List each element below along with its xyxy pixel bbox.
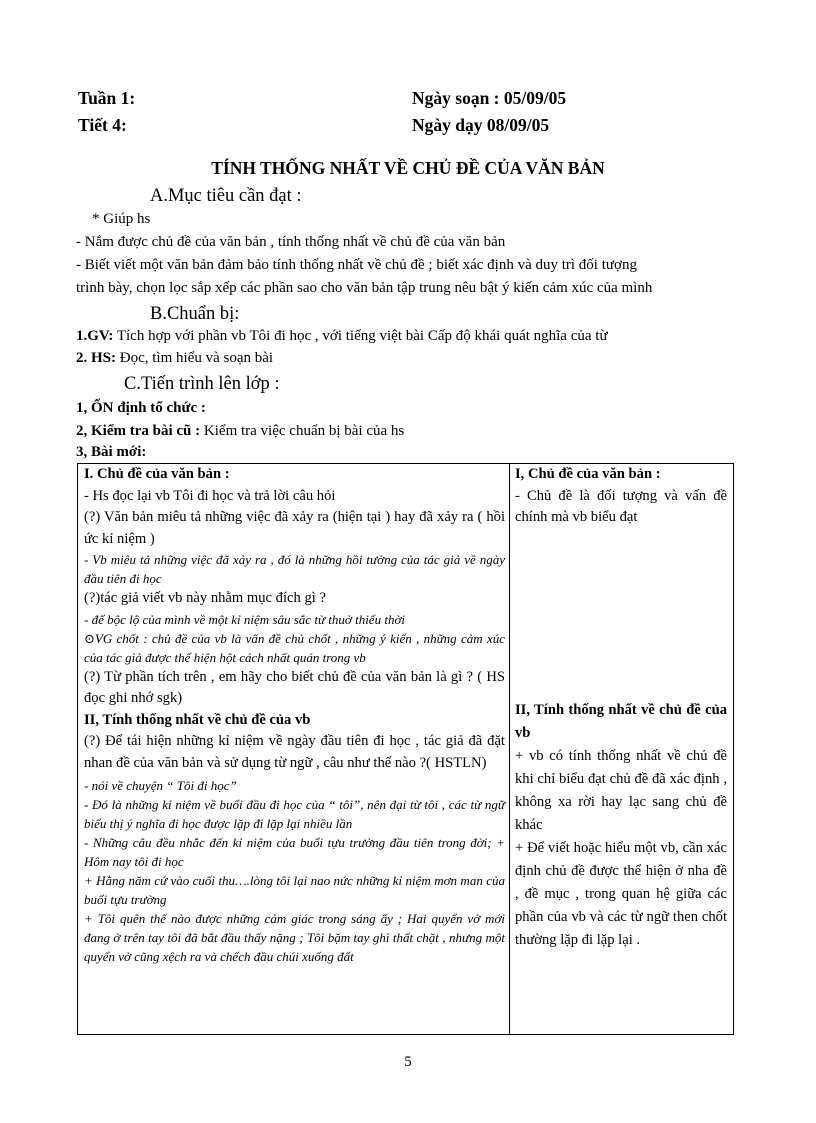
document-title: TÍNH THỐNG NHẤT VỀ CHỦ ĐỀ CỦA VĂN BẢN xyxy=(211,158,605,178)
left-italic-note: - để bộc lộ của mình về một kỉ niệm sâu sắc từ thuở thiếu thời xyxy=(84,611,405,627)
objective-line: - Biết viết một văn bản đảm bảo tính thống nhất về chủ đề ; biết xác định và duy trì đối tượng xyxy=(76,257,637,273)
right-heading-2: II, Tính thống nhất về chủ đề của vb xyxy=(515,701,727,741)
page-number: 5 xyxy=(404,1054,412,1070)
teach-date: Ngày dạy 08/09/05 xyxy=(412,115,550,135)
hs-text: Đọc, tìm hiểu và soạn bài xyxy=(116,350,274,366)
lesson-table xyxy=(77,463,734,1035)
right-line: + vb có tính thống nhất về chủ đề khi chỉ biểu đạt chủ đề đã xác định , không xa rời hay lạc sang chủ đề khác xyxy=(515,747,727,833)
left-italic-note: - Vb miêu tả những việc đã xảy ra , đó là những hồi tưởng của tác giả về ngày đầu tiên đi học xyxy=(84,552,505,586)
gv-text: Tích hợp với phần vb Tôi đi học , với tiếng việt bài Cấp độ khái quát nghĩa của từ xyxy=(113,328,608,344)
section-b-heading: B.Chuẩn bị: xyxy=(150,304,240,324)
right-heading-1: I, Chủ đề của văn bản : xyxy=(515,466,661,482)
left-italic-note: + Hằng năm cứ vào cuối thu….lòng tôi lại nao nức những kỉ niệm mơn man của buổi tựu trường xyxy=(84,873,505,907)
step-3: 3, Bài mới: xyxy=(76,444,147,460)
step-2-text: Kiểm tra việc chuẩn bị bài của hs xyxy=(200,423,405,439)
left-line: (?) Văn bản miêu tả những việc đã xảy ra (hiện tại ) hay đã xảy ra ( hồi ức kỉ niệm ) xyxy=(84,509,505,547)
right-line: - Chủ đề là đối tượng và vấn đề chính mà vb biểu đạt xyxy=(515,487,727,525)
prep-hs-line xyxy=(76,350,273,367)
left-italic-note: + Tôi quên thế nào được những cảm giác trong sáng ấy ; Hai quyển vở mới đang ở trên tay tôi đã bắt đầu thấy nặng ; Tôi bặm tay ghì thất chặt , nhưng một quyển vở cũng xệch ra và chếch đầu chúi xuống đất xyxy=(84,911,505,964)
left-italic-note: - nói về chuyện “ Tôi đi học” xyxy=(84,778,237,793)
step-1: 1, ỔN định tổ chức : xyxy=(76,400,206,416)
section-a-heading: A.Mục tiêu cần đạt : xyxy=(150,186,302,206)
left-italic-note: - Những câu đều nhắc đến kỉ niệm của buổi tựu trường đầu tiên trong đời; + Hôm nay tôi đi học xyxy=(84,835,505,869)
hs-label: 2. HS: xyxy=(76,350,117,366)
left-line: (?)tác giả viết vb này nhằm mục đích gì ? xyxy=(84,590,326,606)
objective-line: * Giúp hs xyxy=(92,211,151,227)
activity-column xyxy=(78,464,510,1035)
left-heading-2: II, Tính thống nhất về chủ đề của vb xyxy=(84,711,311,728)
right-line: + Để viết hoặc hiểu một vb, cần xác định chủ đề được thể hiện ở nha đề , đề mục , trong quan hệ giữa các phần của vb và các từ ngữ then chốt thường lặp đi lặp lại . xyxy=(515,839,727,948)
left-italic-note: ⊙VG chốt : chủ đề của vb là vấn đề chủ chốt , những ý kiến , những cảm xúc của tác giả được thể hiện hột cách nhất quán trong vb xyxy=(84,630,505,665)
left-heading-1: I. Chủ đề của văn bản : xyxy=(84,466,230,482)
left-italic-note: - Đó là những kỉ niệm về buổi đầu đi học của “ tôi”, nên đại từ tôi , các từ ngữ biểu thị ý nghĩa đi học được lặp đi lặp lại nhiều lần xyxy=(84,797,505,831)
prep-gv-line xyxy=(76,328,608,345)
objective-line: trình bày, chọn lọc sắp xếp các phần sao cho văn bản tập trung nêu bật ý kiến cảm xúc của mình xyxy=(76,280,653,296)
content-column xyxy=(510,464,734,1035)
section-c-heading: C.Tiến trình lên lớp : xyxy=(124,374,280,394)
objective-line: - Nắm được chủ đề của văn bản , tính thống nhất về chủ đề của văn bản xyxy=(76,234,506,250)
step-2 xyxy=(76,423,404,440)
step-2-label: 2, Kiểm tra bài cũ : xyxy=(76,423,201,439)
prep-date: Ngày soạn : 05/09/05 xyxy=(412,88,567,108)
left-line: (?) Để tái hiện những kỉ niệm về ngày đầu tiên đi học , tác giả đã đặt nhan đề của văn bản và sử dụng từ ngữ , câu như thế nào ?( HSTLN) xyxy=(84,733,505,771)
left-line: (?) Từ phần tích trên , em hãy cho biết chủ đề của văn bản là gì ? ( HS đọc ghi nhớ sgk) xyxy=(84,668,505,706)
period-label: Tiết 4: xyxy=(78,115,127,135)
left-line: - Hs đọc lại vb Tôi đi học và trả lời câu hỏi xyxy=(84,487,336,504)
week-label: Tuần 1: xyxy=(78,88,136,108)
gv-label: 1.GV: xyxy=(76,328,114,344)
